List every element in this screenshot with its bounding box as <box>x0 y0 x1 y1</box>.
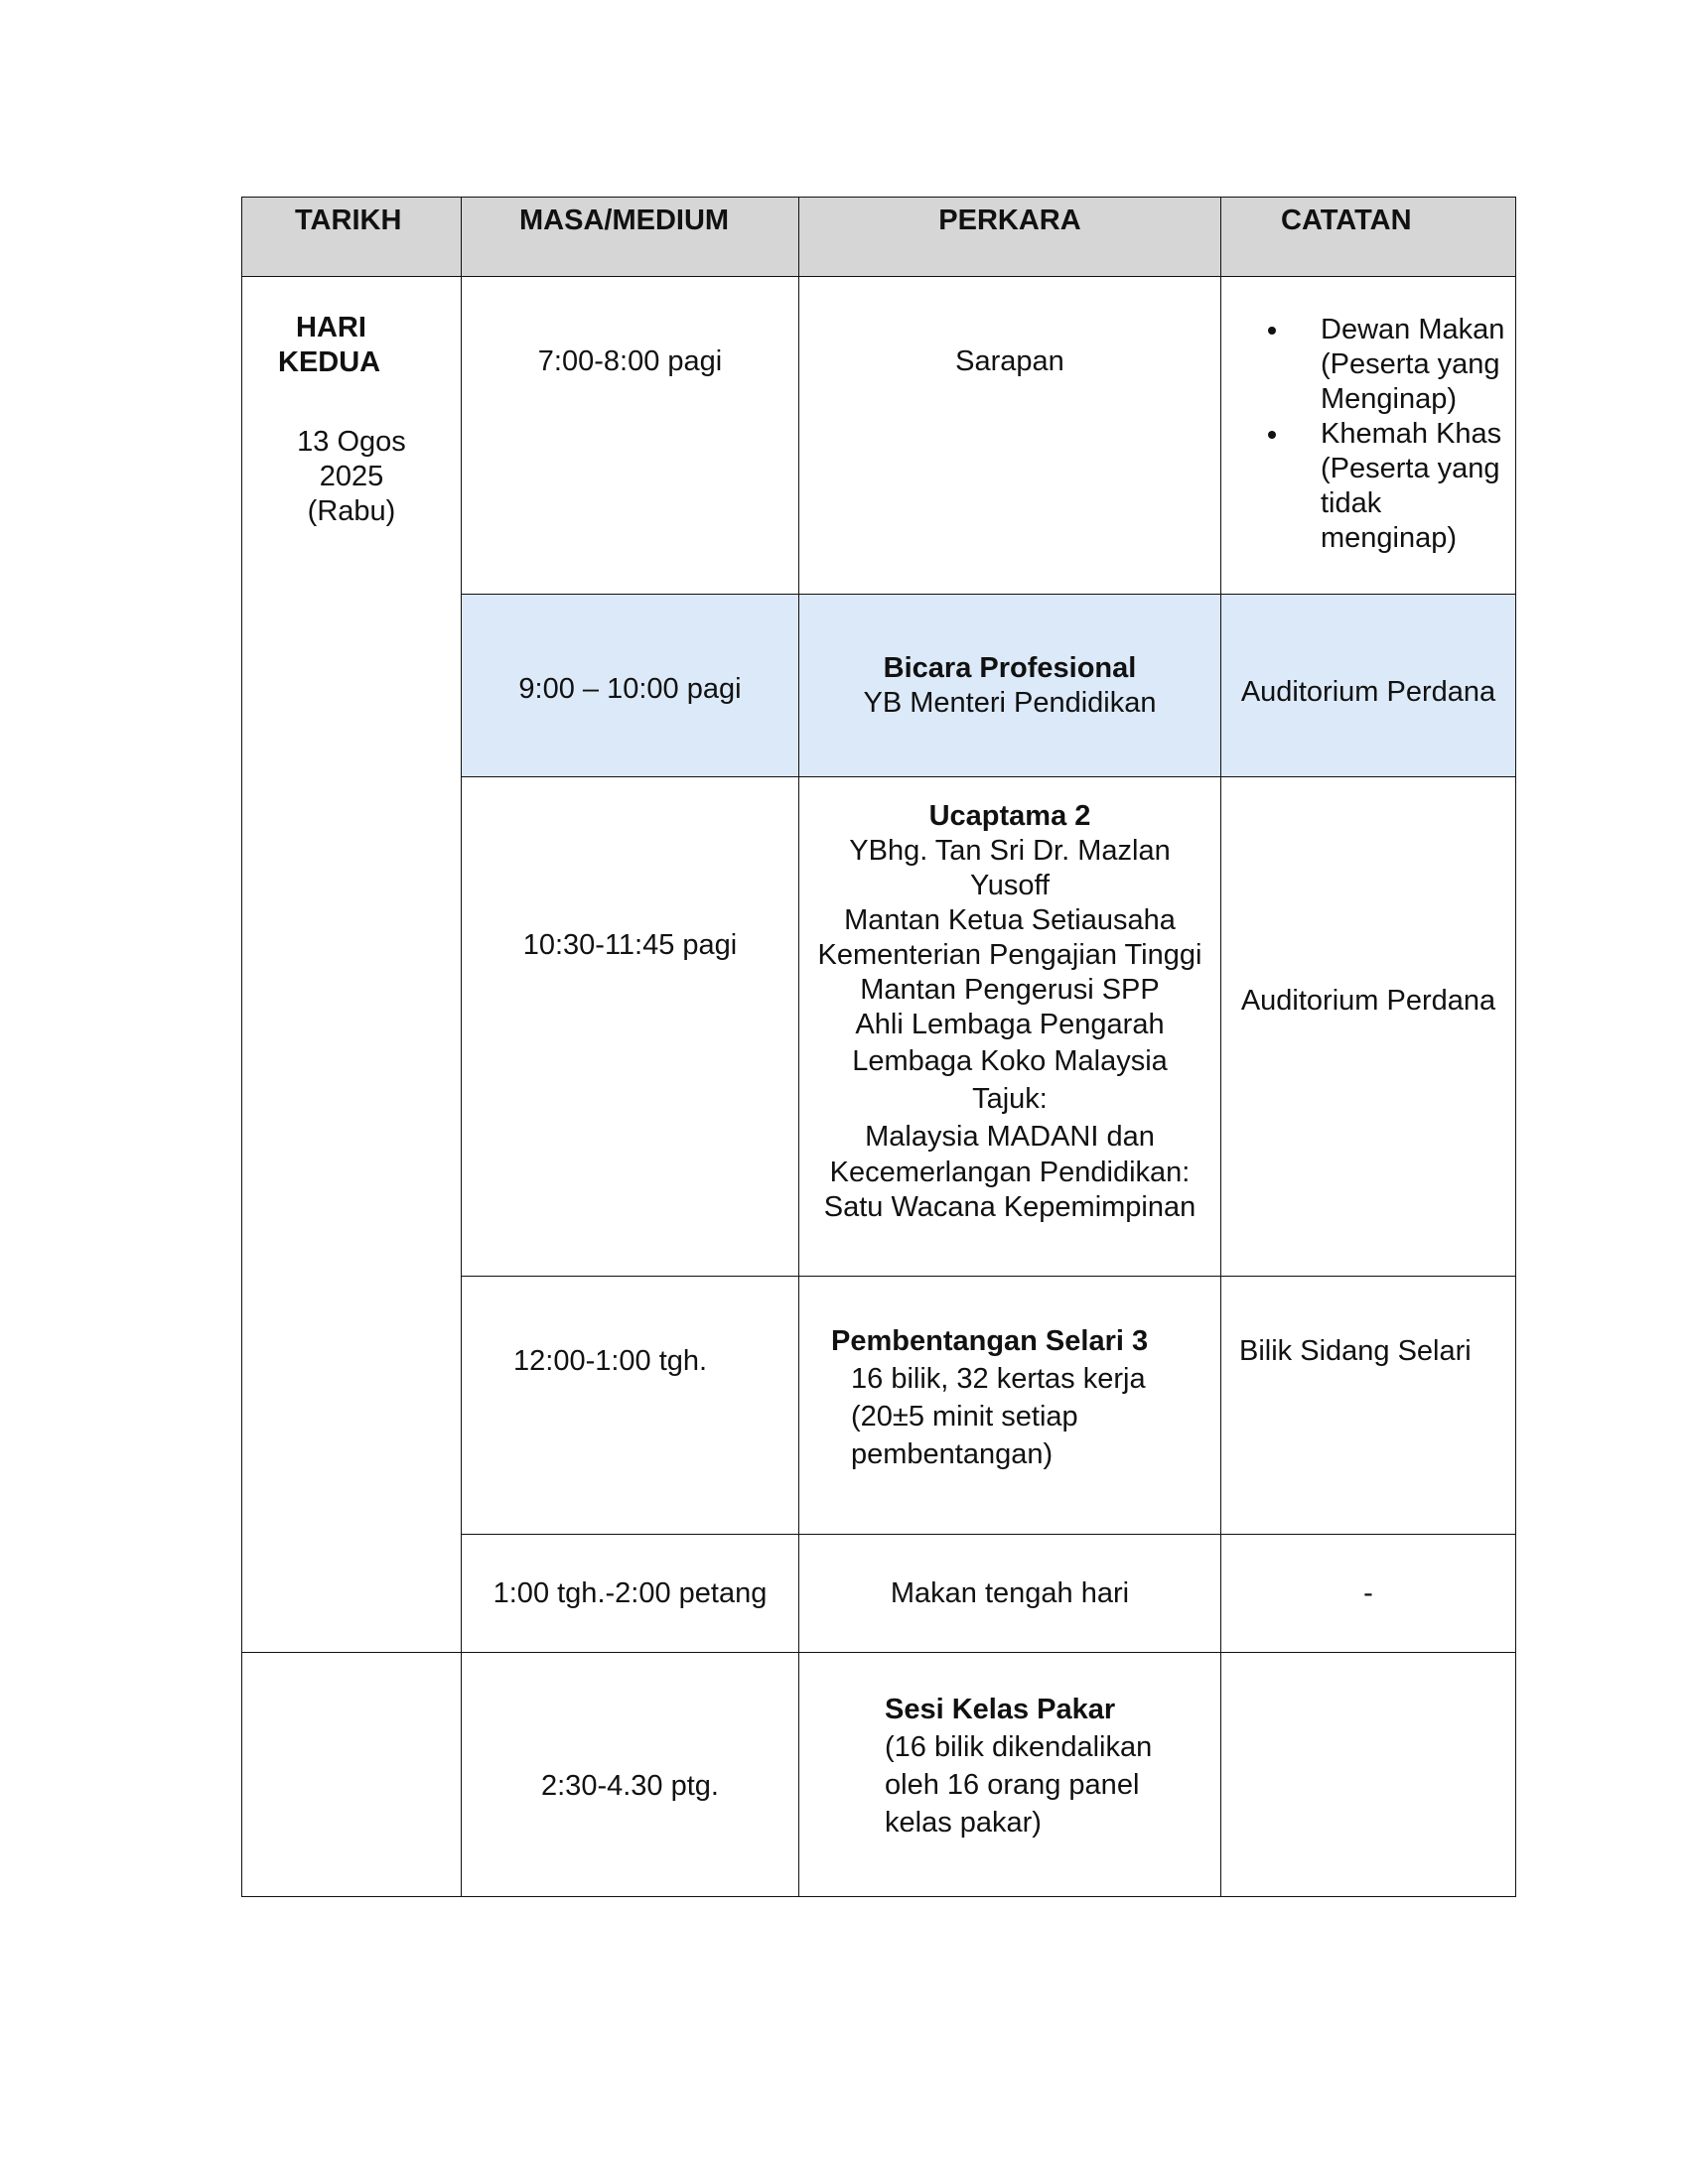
item-title: Ucaptama 2 <box>928 800 1091 832</box>
item-cell: Sarapan <box>799 277 1221 595</box>
header-row <box>242 198 1516 277</box>
notes-cell: Auditorium Perdana <box>1221 595 1516 777</box>
item-title: Sesi Kelas Pakar <box>885 1694 1116 1725</box>
item-title: Pembentangan Selari 3 <box>831 1325 1149 1357</box>
time-cell: 1:00 tgh.-2:00 petang <box>462 1535 799 1653</box>
day-title-line2: KEDUA <box>278 346 381 378</box>
day-title-line1: HARI <box>296 312 366 343</box>
item-cell: Ucaptama 2 YBhg. Tan Sri Dr. Mazlan Yusoff Mantan Ketua Setiausaha Kementerian Pengajian Tinggi Mantan Pengerusi SPP Ahli Lembaga Pengarah Lembaga Koko Malaysia Tajuk: Malaysia MADANI dan Kecemerlangan Pendidikan: Satu Wacana Kepemimpinan <box>799 777 1221 1277</box>
time-cell: 10:30-11:45 pagi <box>462 777 799 1277</box>
time-cell: 7:00-8:00 pagi <box>462 277 799 595</box>
item-title: Bicara Profesional <box>883 651 1137 684</box>
list-item: Dewan Makan (Peserta yang Menginap) <box>1321 313 1515 417</box>
item-subtitle: YB Menteri Pendidikan <box>863 686 1157 719</box>
time-cell: 2:30-4.30 ptg. <box>462 1653 799 1897</box>
schedule-table <box>241 197 1516 1897</box>
time-cell: 12:00-1:00 tgh. <box>462 1277 799 1535</box>
header-masa: MASA/MEDIUM <box>462 198 799 277</box>
header-tarikh: TARIKH <box>242 198 462 277</box>
header-perkara: PERKARA <box>799 198 1221 277</box>
notes-cell: - <box>1221 1535 1516 1653</box>
item-cell <box>799 595 1221 777</box>
notes-list <box>1221 313 1515 556</box>
item-cell: Pembentangan Selari 3 16 bilik, 32 kertas kerja (20±5 minit setiap pembentangan) <box>799 1277 1221 1535</box>
list-item: Khemah Khas (Peserta yang tidak menginap) <box>1321 417 1515 556</box>
item-cell: Sesi Kelas Pakar (16 bilik dikendalikan oleh 16 orang panel kelas pakar) <box>799 1653 1221 1897</box>
notes-cell: Bilik Sidang Selari <box>1221 1277 1516 1535</box>
item-cell: Makan tengah hari <box>799 1535 1221 1653</box>
date-cell-empty <box>242 1653 462 1897</box>
header-catatan: CATATAN <box>1221 198 1516 277</box>
date-line3: (Rabu) <box>307 495 396 527</box>
notes-cell: Auditorium Perdana <box>1221 777 1516 1277</box>
notes-cell <box>1221 1653 1516 1897</box>
schedule-row <box>242 1653 1516 1897</box>
schedule-row <box>242 277 1516 595</box>
time-cell: 9:00 – 10:00 pagi <box>462 595 799 777</box>
date-line1: 13 Ogos <box>297 426 406 458</box>
date-line2: 2025 <box>319 461 384 492</box>
notes-cell <box>1221 277 1516 595</box>
date-cell <box>242 277 462 1653</box>
